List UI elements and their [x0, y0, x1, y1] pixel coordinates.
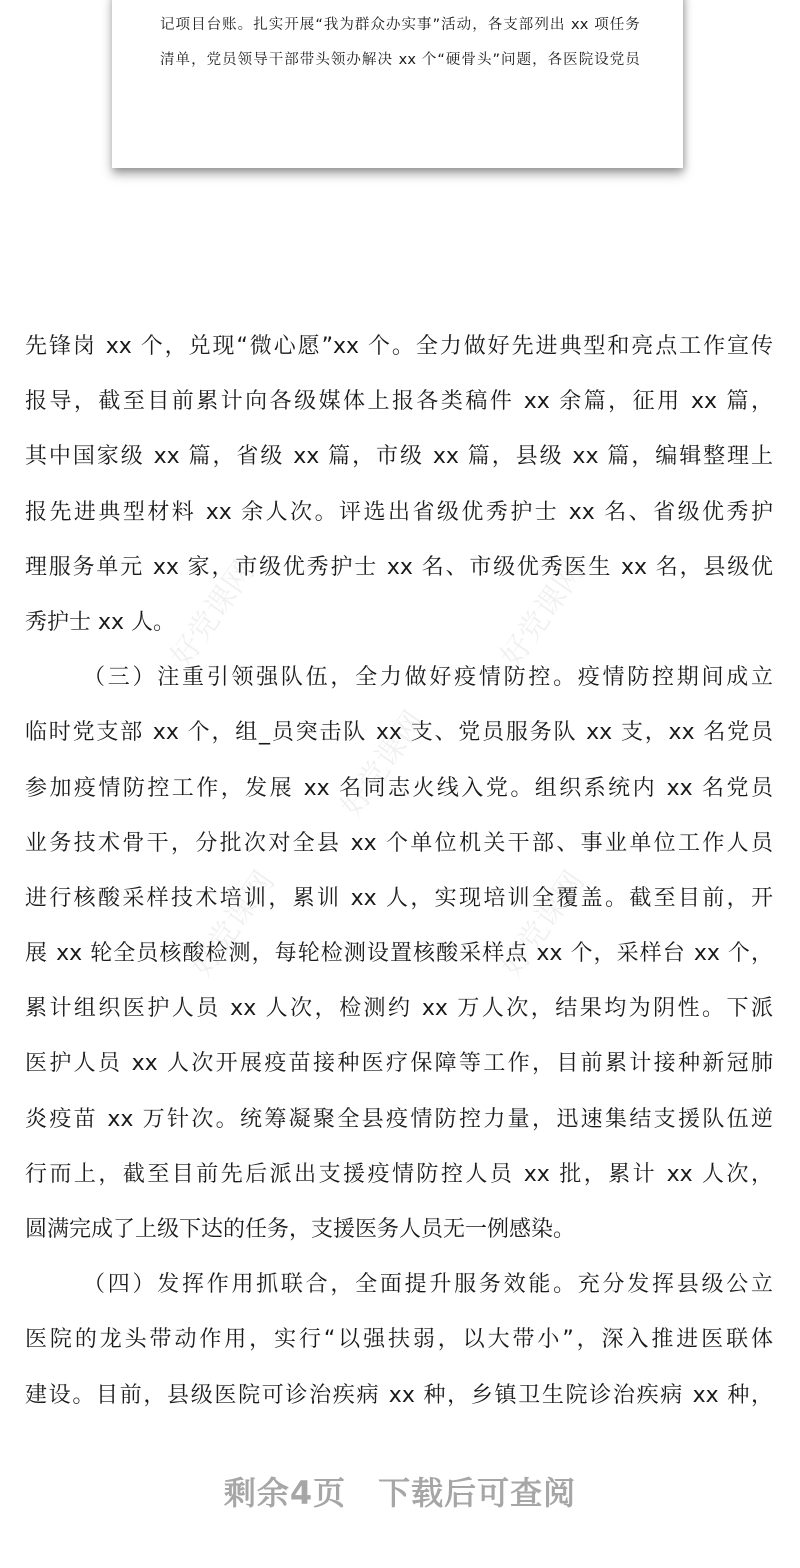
text-line: 先锋岗 xx 个，兑现“微心愿”xx 个。全力做好先进典型和亮点工作宣传	[25, 334, 773, 359]
watermark: 好党课网	[494, 554, 592, 674]
card-line: 记项目台账。扎实开展“我为群众办实事”活动，各支部列出 xx 项任务	[160, 17, 640, 33]
text-line: 建设。目前，县级医院可诊治疾病 xx 种，乡镇卫生院诊治疾病 xx 种，	[25, 1382, 773, 1408]
text-line: 累计组织医护人员 xx 人次，检测约 xx 万人次，结果均为阴性。下派	[25, 996, 773, 1022]
text-line: 医护人员 xx 人次开展疫苗接种医疗保障等工作，目前累计接种新冠肺	[25, 1051, 773, 1077]
text-line: 炎疫苗 xx 万针次。统筹凝聚全县疫情防控力量，迅速集结支援队伍逆	[25, 1106, 773, 1132]
text-line: 参加疫情防控工作，发展 xx 名同志火线入党。组织系统内 xx 名党员	[25, 775, 773, 801]
text-line: 业务技术骨干，分批次对全县 xx 个单位机关干部、事业单位工作人员	[25, 830, 773, 856]
watermark: 好党课网	[164, 554, 262, 674]
previous-page-card	[112, 0, 683, 168]
text-line: 圆满完成了上级下达的任务，支援医务人员无一例感染。	[25, 1217, 576, 1242]
download-prompt[interactable]	[0, 1468, 800, 1514]
document-body	[25, 330, 773, 1434]
text-line: 报导，截至目前累计向各级媒体上报各类稿件 xx 余篇，征用 xx 篇，	[25, 389, 773, 415]
text-line: 秀护士 xx 人。	[25, 609, 176, 635]
card-line: 清单，党员领导干部带头领办解决 xx 个“硬骨头”问题，各医院设党员	[160, 52, 640, 68]
section-heading-line: （四）发挥作用抓联合，全面提升服务效能。充分发挥县级公立	[83, 1272, 773, 1298]
text-line: 进行核酸采样技术培训，累训 xx 人，实现培训全覆盖。截至目前，开	[25, 885, 773, 911]
section-heading-line: （三）注重引领强队伍，全力做好疫情防控。疫情防控期间成立	[83, 665, 773, 691]
watermark: 好党课网	[334, 704, 432, 824]
remaining-pages-label[interactable]: 剩余4页	[223, 1474, 347, 1512]
text-line: 报先进典型材料 xx 余人次。评选出省级优秀护士 xx 名、省级优秀护	[25, 499, 773, 525]
watermark: 好党课网	[494, 864, 592, 984]
text-line: 其中国家级 xx 篇，省级 xx 篇，市级 xx 篇，县级 xx 篇，编辑整理上	[25, 444, 773, 470]
text-line: 临时党支部 xx 个，组_员突击队 xx 支、党员服务队 xx 支，xx 名党员	[25, 720, 773, 746]
text-line: 行而上，截至目前先后派出支援疫情防控人员 xx 批，累计 xx 人次，	[25, 1161, 773, 1187]
text-line: 医院的龙头带动作用，实行“以强扶弱，以大带小”，深入推进医联体	[25, 1327, 773, 1353]
download-to-view-label[interactable]: 下载后可查阅	[378, 1474, 577, 1512]
text-line: 理服务单元 xx 家，市级优秀护士 xx 名、市级优秀医生 xx 名，县级优	[25, 554, 774, 580]
watermark: 好党课网	[184, 864, 282, 984]
text-line: 展 xx 轮全员核酸检测，每轮检测设置核酸采样点 xx 个，采样台 xx 个，	[25, 941, 773, 967]
